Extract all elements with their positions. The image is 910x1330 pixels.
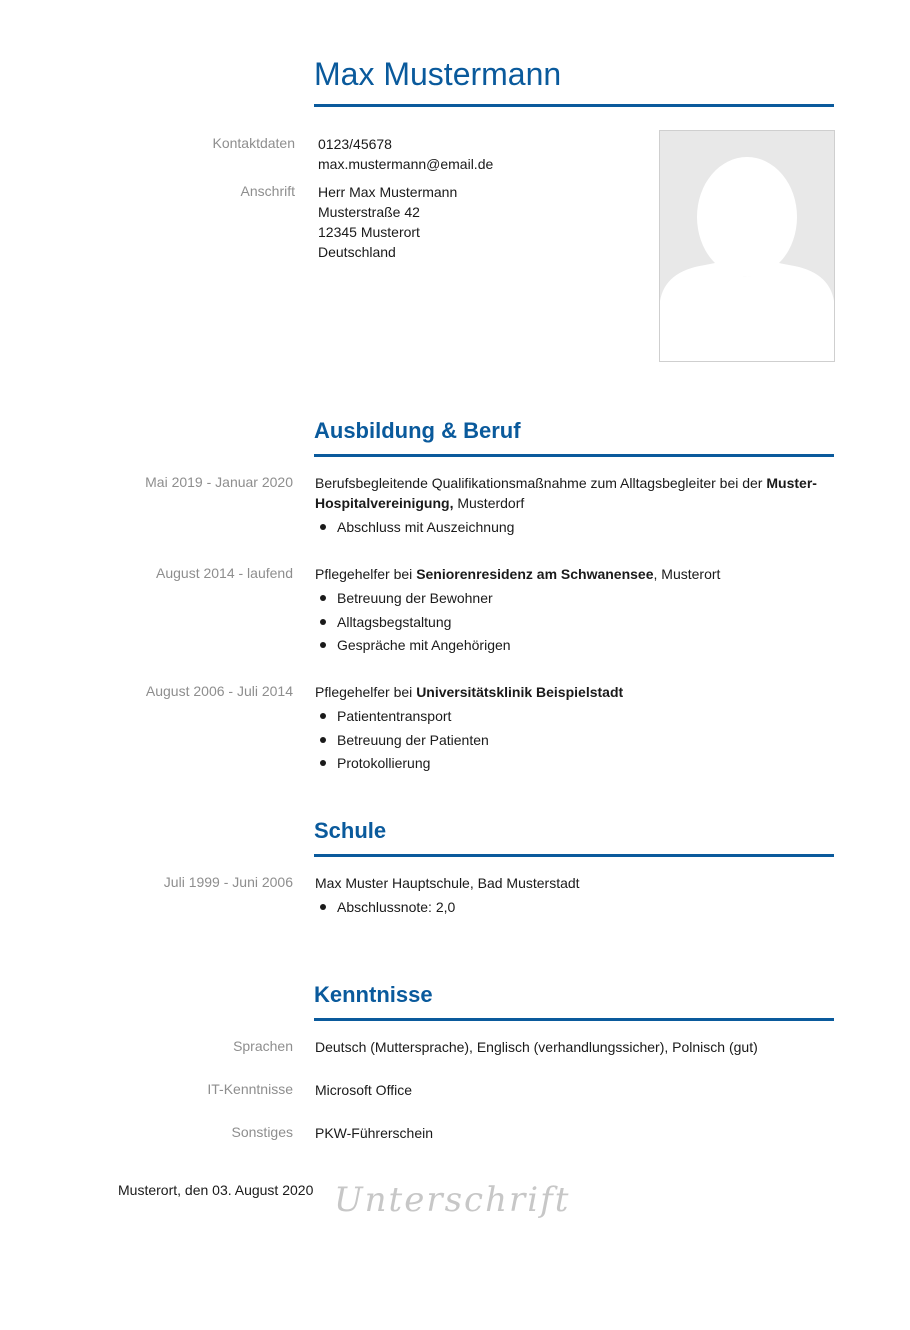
- entry-bullets: [315, 517, 835, 537]
- entry-bullets: [315, 706, 835, 773]
- contact-details: [318, 134, 493, 174]
- skill-label: Sonstiges: [231, 1124, 293, 1140]
- section-title-kenntnisse: Kenntnisse: [314, 982, 433, 1007]
- address-line: Herr Max Mustermann: [318, 184, 458, 200]
- skill-value: PKW-Führerschein: [315, 1125, 434, 1141]
- place-date: Musterort, den 03. August 2020: [118, 1182, 314, 1198]
- address-label: Anschrift: [240, 183, 295, 199]
- signature: Unterschrift: [334, 1180, 571, 1220]
- section-rule: [314, 1018, 834, 1021]
- entry-bullets: [315, 897, 835, 917]
- entry-date: Juli 1999 - Juni 2006: [163, 874, 293, 890]
- entry-description: Berufsbegleitende Qualifikationsmaßnahme zum Alltagsbegleiter bei der Muster-Hospitalvereinigung, Musterdorf: [315, 475, 817, 511]
- section-rule: [314, 454, 834, 457]
- list-item: Betreuung der Patienten: [315, 730, 835, 750]
- section-title-schule: Schule: [314, 818, 387, 843]
- entry-body: [315, 682, 835, 777]
- skill-value: Microsoft Office: [315, 1082, 412, 1098]
- email: max.mustermann@email.de: [318, 156, 494, 172]
- person-silhouette-icon: [660, 131, 834, 361]
- address-line: 12345 Musterort: [318, 224, 420, 240]
- entry-body: [315, 564, 835, 659]
- skill-label: IT-Kenntnisse: [207, 1081, 293, 1097]
- address-line: Musterstraße 42: [318, 204, 420, 220]
- profile-photo-placeholder: [659, 130, 835, 362]
- entry-body: [315, 873, 835, 921]
- cv-name: Max Mustermann: [314, 56, 562, 92]
- address: [318, 182, 457, 262]
- contact-label: Kontaktdaten: [212, 135, 295, 151]
- header-rule: [314, 104, 834, 107]
- entry-description: Max Muster Hauptschule, Bad Musterstadt: [315, 875, 580, 891]
- list-item: Protokollierung: [315, 753, 835, 773]
- entry-description: Pflegehelfer bei Seniorenresidenz am Schwanensee, Musterort: [315, 566, 721, 582]
- phone: 0123/45678: [318, 136, 392, 152]
- entry-bullets: [315, 588, 835, 655]
- skill-label: Sprachen: [233, 1038, 293, 1054]
- entry-date: August 2014 - laufend: [156, 565, 293, 581]
- list-item: Betreuung der Bewohner: [315, 588, 835, 608]
- address-line: Deutschland: [318, 244, 396, 260]
- section-rule: [314, 854, 834, 857]
- skill-value: Deutsch (Muttersprache), Englisch (verhandlungssicher), Polnisch (gut): [315, 1039, 758, 1055]
- entry-date: Mai 2019 - Januar 2020: [145, 474, 293, 490]
- entry-date: August 2006 - Juli 2014: [145, 683, 293, 699]
- list-item: Abschluss mit Auszeichnung: [315, 517, 835, 537]
- list-item: Gespräche mit Angehörigen: [315, 635, 835, 655]
- section-title-ausbildung: Ausbildung & Beruf: [314, 418, 521, 443]
- entry-body: [315, 473, 835, 541]
- list-item: Patiententransport: [315, 706, 835, 726]
- entry-description: Pflegehelfer bei Universitätsklinik Beispielstadt: [315, 684, 624, 700]
- list-item: Alltagsbegstaltung: [315, 612, 835, 632]
- list-item: Abschlussnote: 2,0: [315, 897, 835, 917]
